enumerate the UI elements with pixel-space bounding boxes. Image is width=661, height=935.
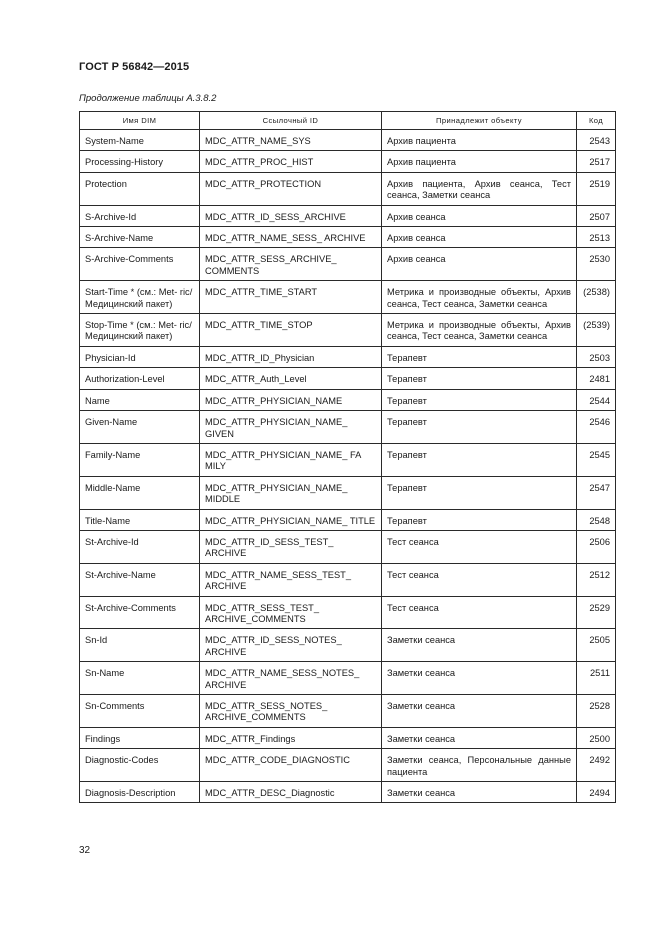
table-row	[80, 368, 616, 389]
cell-reference-id: MDC_ATTR_NAME_SESS_TEST_ ARCHIVE	[200, 563, 382, 596]
cell-dim-name: Start-Time * (см.: Met- ric/Медицинский пакет)	[80, 281, 200, 314]
cell-code: 2543	[577, 130, 616, 151]
cell-dim-name: Given-Name	[80, 411, 200, 444]
cell-dim-name: Name	[80, 389, 200, 410]
cell-reference-id: MDC_ATTR_NAME_SESS_NOTES_ ARCHIVE	[200, 662, 382, 695]
cell-reference-id: MDC_ATTR_PHYSICIAN_NAME_ TITLE	[200, 509, 382, 530]
cell-code: 2547	[577, 476, 616, 509]
cell-dim-name: Middle-Name	[80, 476, 200, 509]
cell-code: 2500	[577, 727, 616, 748]
cell-reference-id: MDC_ATTR_PROC_HIST	[200, 151, 382, 172]
cell-dim-name: S-Archive-Id	[80, 205, 200, 226]
cell-belongs-to-object: Терапевт	[382, 368, 577, 389]
cell-belongs-to-object: Терапевт	[382, 443, 577, 476]
table-row	[80, 227, 616, 248]
cell-dim-name: Diagnosis-Description	[80, 782, 200, 803]
cell-code: (2539)	[577, 314, 616, 347]
table-row	[80, 476, 616, 509]
cell-belongs-to-object: Заметки сеанса	[382, 782, 577, 803]
cell-dim-name: Findings	[80, 727, 200, 748]
table-row	[80, 695, 616, 728]
cell-code: 2503	[577, 346, 616, 367]
cell-reference-id: MDC_ATTR_TIME_START	[200, 281, 382, 314]
cell-belongs-to-object: Терапевт	[382, 389, 577, 410]
cell-reference-id: MDC_ATTR_PHYSICIAN_NAME_ GIVEN	[200, 411, 382, 444]
cell-belongs-to-object: Тест сеанса	[382, 596, 577, 629]
table-row	[80, 346, 616, 367]
cell-dim-name: Sn-Comments	[80, 695, 200, 728]
cell-dim-name: Family-Name	[80, 443, 200, 476]
cell-belongs-to-object: Архив пациента	[382, 151, 577, 172]
cell-dim-name: Physician-Id	[80, 346, 200, 367]
cell-belongs-to-object: Терапевт	[382, 411, 577, 444]
page-number: 32	[79, 845, 91, 856]
table-row	[80, 314, 616, 347]
cell-dim-name: Processing-History	[80, 151, 200, 172]
cell-belongs-to-object: Терапевт	[382, 476, 577, 509]
cell-dim-name: St-Archive-Comments	[80, 596, 200, 629]
cell-reference-id: MDC_ATTR_PROTECTION	[200, 172, 382, 205]
cell-code: 2505	[577, 629, 616, 662]
cell-code: 2529	[577, 596, 616, 629]
cell-belongs-to-object: Тест сеанса	[382, 530, 577, 563]
table-row	[80, 248, 616, 281]
cell-code: 2507	[577, 205, 616, 226]
cell-reference-id: MDC_ATTR_PHYSICIAN_NAME_ MIDDLE	[200, 476, 382, 509]
table-row	[80, 749, 616, 782]
cell-reference-id: MDC_ATTR_CODE_DIAGNOSTIC	[200, 749, 382, 782]
table-row	[80, 596, 616, 629]
col-header-reference-id: Ссылочный ID	[200, 112, 382, 130]
cell-dim-name: S-Archive-Comments	[80, 248, 200, 281]
cell-belongs-to-object: Архив пациента	[382, 130, 577, 151]
cell-reference-id: MDC_ATTR_ID_SESS_NOTES_ ARCHIVE	[200, 629, 382, 662]
cell-reference-id: MDC_ATTR_ID_SESS_ARCHIVE	[200, 205, 382, 226]
cell-belongs-to-object: Терапевт	[382, 509, 577, 530]
cell-code: 2513	[577, 227, 616, 248]
cell-code: 2481	[577, 368, 616, 389]
cell-dim-name: Title-Name	[80, 509, 200, 530]
cell-code: 2530	[577, 248, 616, 281]
table-row	[80, 205, 616, 226]
table-row	[80, 443, 616, 476]
table-caption: Продолжение таблицы А.3.8.2	[79, 93, 217, 104]
cell-dim-name: S-Archive-Name	[80, 227, 200, 248]
cell-code: 2546	[577, 411, 616, 444]
cell-belongs-to-object: Заметки сеанса	[382, 662, 577, 695]
cell-dim-name: System-Name	[80, 130, 200, 151]
table-body	[80, 130, 616, 803]
cell-reference-id: MDC_ATTR_TIME_STOP	[200, 314, 382, 347]
cell-belongs-to-object: Архив пациента, Архив сеанса, Тест сеанса, Заметки сеанса	[382, 172, 577, 205]
cell-reference-id: MDC_ATTR_PHYSICIAN_NAME_ FA MILY	[200, 443, 382, 476]
cell-reference-id: MDC_ATTR_SESS_ARCHIVE_ COMMENTS	[200, 248, 382, 281]
cell-belongs-to-object: Тест сеанса	[382, 563, 577, 596]
table-row	[80, 281, 616, 314]
cell-code: 2511	[577, 662, 616, 695]
table-row	[80, 629, 616, 662]
col-header-dim-name: Имя DIM	[80, 112, 200, 130]
table-row	[80, 782, 616, 803]
cell-code: 2506	[577, 530, 616, 563]
cell-belongs-to-object: Терапевт	[382, 346, 577, 367]
cell-reference-id: MDC_ATTR_Auth_Level	[200, 368, 382, 389]
cell-reference-id: MDC_ATTR_SESS_TEST_ ARCHIVE_COMMENTS	[200, 596, 382, 629]
cell-dim-name: St-Archive-Id	[80, 530, 200, 563]
cell-belongs-to-object: Заметки сеанса, Персональные данные пациента	[382, 749, 577, 782]
table-row	[80, 509, 616, 530]
cell-code: 2544	[577, 389, 616, 410]
cell-reference-id: MDC_ATTR_PHYSICIAN_NAME	[200, 389, 382, 410]
cell-belongs-to-object: Заметки сеанса	[382, 727, 577, 748]
cell-code: 2492	[577, 749, 616, 782]
cell-belongs-to-object: Архив сеанса	[382, 227, 577, 248]
table-row	[80, 172, 616, 205]
cell-reference-id: MDC_ATTR_ID_Physician	[200, 346, 382, 367]
cell-dim-name: Sn-Id	[80, 629, 200, 662]
cell-belongs-to-object: Заметки сеанса	[382, 695, 577, 728]
table-row	[80, 563, 616, 596]
table-row	[80, 727, 616, 748]
cell-dim-name: St-Archive-Name	[80, 563, 200, 596]
cell-reference-id: MDC_ATTR_Findings	[200, 727, 382, 748]
cell-code: 2548	[577, 509, 616, 530]
cell-reference-id: MDC_ATTR_SESS_NOTES_ ARCHIVE_COMMENTS	[200, 695, 382, 728]
cell-code: 2545	[577, 443, 616, 476]
cell-dim-name: Diagnostic-Codes	[80, 749, 200, 782]
attribute-table	[79, 111, 616, 803]
table-row	[80, 151, 616, 172]
cell-dim-name: Sn-Name	[80, 662, 200, 695]
cell-code: (2538)	[577, 281, 616, 314]
table-header-row	[80, 112, 616, 130]
cell-reference-id: MDC_ATTR_NAME_SESS_ ARCHIVE	[200, 227, 382, 248]
cell-code: 2494	[577, 782, 616, 803]
cell-belongs-to-object: Метрика и производные объекты, Архив сеанса, Тест сеанса, Заметки сеанса	[382, 281, 577, 314]
table-row	[80, 130, 616, 151]
col-header-code: Код	[577, 112, 616, 130]
table-row	[80, 530, 616, 563]
col-header-belongs-to-object: Принадлежит объекту	[382, 112, 577, 130]
cell-dim-name: Stop-Time * (см.: Met- ric/Медицинский пакет)	[80, 314, 200, 347]
cell-dim-name: Authorization-Level	[80, 368, 200, 389]
cell-reference-id: MDC_ATTR_DESC_Diagnostic	[200, 782, 382, 803]
document-header: ГОСТ Р 56842—2015	[79, 61, 190, 73]
table-row	[80, 389, 616, 410]
cell-reference-id: MDC_ATTR_NAME_SYS	[200, 130, 382, 151]
table-row	[80, 662, 616, 695]
cell-code: 2519	[577, 172, 616, 205]
cell-reference-id: MDC_ATTR_ID_SESS_TEST_ ARCHIVE	[200, 530, 382, 563]
cell-code: 2528	[577, 695, 616, 728]
table-row	[80, 411, 616, 444]
cell-code: 2512	[577, 563, 616, 596]
cell-code: 2517	[577, 151, 616, 172]
cell-belongs-to-object: Метрика и производные объекты, Архив сеанса, Тест сеанса, Заметки сеанса	[382, 314, 577, 347]
cell-dim-name: Protection	[80, 172, 200, 205]
cell-belongs-to-object: Архив сеанса	[382, 248, 577, 281]
cell-belongs-to-object: Архив сеанса	[382, 205, 577, 226]
cell-belongs-to-object: Заметки сеанса	[382, 629, 577, 662]
